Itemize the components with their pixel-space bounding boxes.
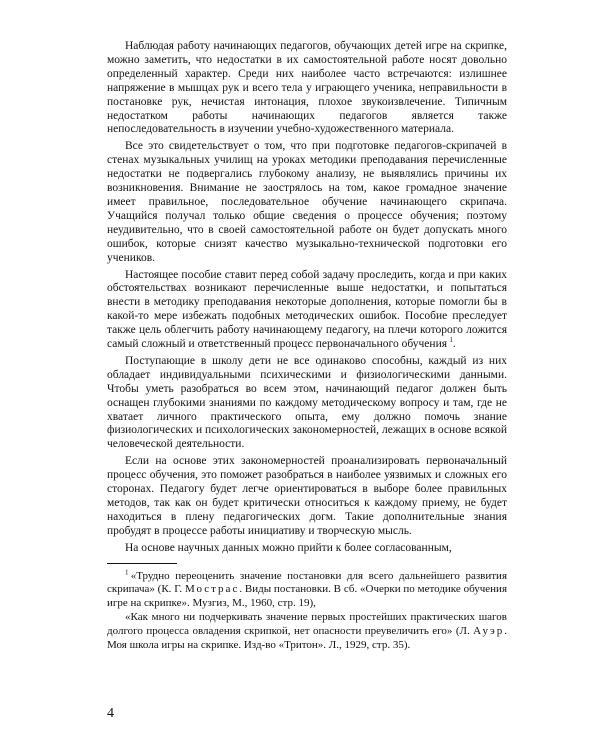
footnote-2 bbox=[107, 611, 507, 652]
footnote-2-author: Ауэр bbox=[473, 625, 505, 637]
footnote-1 bbox=[107, 567, 508, 611]
page-number: 4 bbox=[107, 706, 114, 721]
footnote-1-text-start: «Трудно переоценить значение постановки для всего дальнейшего развития скрипача» (К. Г. bbox=[107, 569, 507, 596]
footnote-1-marker: 1 bbox=[125, 567, 129, 576]
footnote-2-text-start: «Как много ни подчеркивать значение первых простейших практических шагов долгого процесса овладения скрипкой, нет опасности преувеличить его» (Л. bbox=[107, 611, 507, 637]
footnote-reference: 1 bbox=[449, 336, 453, 345]
paragraph-3: Настоящее пособие ставит перед собой задачу проследить, когда и при каких обстоятельствах возникают перечисленные выше недостатки, и попытаться внести в методику преподавания некоторые дополнения, которые помогли бы в какой-то мере избежать подобных методических ошибок. Пособие преследует также цель облегчить работу начинающему педагогу, на плечи которого ложится самый сложный и ответственный процесс первоначального обучения $^1$. bbox=[107, 268, 507, 351]
paragraph-5: Если на основе этих закономерностей проанализировать первоначальный процесс обучения, это поможет разобраться в наиболее уязвимых и сложных его сторонах. Педагогу будет легче ориентироваться в выборе более правильных методов, так как он будет критически относиться к каждому приему, не будет находиться в плену педагогических догм. Такие дополнительные знания пробудят в процессе работы инициативу и творческую мысль. bbox=[107, 455, 507, 537]
footnote-divider bbox=[107, 563, 177, 564]
paragraph-1: Наблюдая работу начинающих педагогов, обучающих детей игре на скрипке, можно заметить, что недостатки в их самостоятельной работе носят довольно определенный характер. Среди них наиболее часто встречаются: излишнее напряжение в мышцах рук и всего тела у играющего ученика, неправильности в постановке рук, нечистая интонация, плохое звукоизвлечение. Типичным недостатком работы начинающих педагогов является также непоследовательность в изучении учебно-художественного материала. bbox=[107, 40, 507, 136]
paragraph-3-text: Настоящее пособие ставит перед собой задачу проследить, когда и при каких обстоятельствах возникают перечисленные выше недостатки, и попытаться внести в методику преподавания некоторые дополнения, которые помогли бы в какой-то мере избежать подобных методических ошибок. Пособие преследует также цель облегчить работу начинающему педагогу, на плечи которого ложится самый сложный и ответственный процесс первоначального обучения bbox=[107, 268, 507, 351]
footnote-2-text-end: . Моя школа игры на скрипке. Изд-во «Тритон». Л., 1929, стр. 35). bbox=[107, 625, 507, 651]
footnote-1-text-end: . Виды постановки. В сб. «Очерки по методике обучения игре на скрипке». Музгиз, М., 1960, стр. 19), bbox=[107, 583, 508, 609]
footnote-1-author: Мострас bbox=[184, 583, 240, 596]
paragraph-2: Все это свидетельствует о том, что при подготовке педагогов-скрипачей в стенах музыкальных училищ на уроках методики преподавания перечисленные недостатки не подвергались глубокому анализу, не выявлялись причины их возникновения. Внимание не заострялось на том, какое громадное значение имеет правильное, последовательное обучение начинающего скрипача. Учащийся получал только общие сведения о процессе обучения; поэтому неудивительно, что в своей самостоятельной работе он будет допускать много ошибок, которые снизят качество музыкально-технической подготовки его учеников. bbox=[107, 140, 507, 264]
paragraph-4: Поступающие в школу дети не все одинаково способны, каждый из них обладает индивидуальными психическими и физиологическими данными. Чтобы уметь разобраться во всем этом, начинающий педагог должен быть оснащен глубокими знаниями по каждому методическому вопросу и там, где не хватает личного практического опыта, ему должно помочь знание физиологических и психологических закономерностей, лежащих в основе всякой человеческой деятельности. bbox=[107, 354, 507, 451]
paragraph-6: На основе научных данных можно прийти к более согласованным, bbox=[125, 541, 452, 554]
